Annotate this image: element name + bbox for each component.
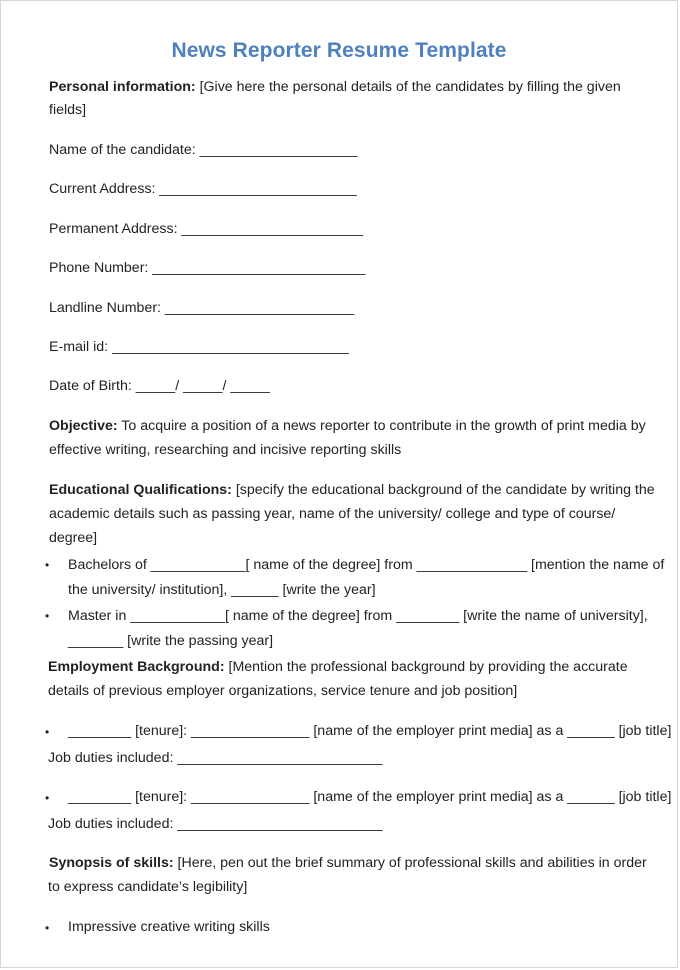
skills-text: [Here, pen out the brief summary of professional skills and abilities in order [173, 855, 647, 871]
bullet-icon: • [45, 791, 50, 805]
field-email: E-mail id: ______________________________ [49, 339, 349, 355]
objective-text: To acquire a position of a news reporter to contribute in the growth of print media by [117, 418, 646, 434]
skills-paragraph-line1 [49, 851, 647, 875]
employment-duties-1: Job duties included: __________________________ [48, 750, 383, 766]
education-item-master-line1: Master in ____________[ name of the degree] from ________ [write the name of university], [68, 608, 648, 624]
education-item-master-line2: _______ [write the passing year] [68, 633, 274, 649]
personal-info-heading: Personal information: [49, 79, 196, 95]
education-text: [specify the educational background of the candidate by writing the [231, 482, 655, 498]
bullet-icon: • [45, 609, 50, 623]
education-item-bachelors-line2: the university/ institution], ______ [write the year] [68, 582, 376, 598]
education-paragraph-line3: degree] [49, 530, 98, 546]
skills-paragraph-line2: to express candidate’s legibility] [48, 879, 248, 895]
bullet-icon: • [45, 558, 50, 572]
education-paragraph-line1 [49, 478, 655, 502]
employment-entry-1: ________ [tenure]: _______________ [name of the employer print media] as a ______ [job title] [68, 723, 672, 739]
personal-info-paragraph-line2: fields] [49, 102, 87, 118]
skills-heading: Synopsis of skills: [49, 855, 174, 871]
field-permanent-address: Permanent Address: _______________________ [49, 221, 363, 237]
objective-paragraph-line1 [49, 414, 646, 438]
personal-info-paragraph-line1 [49, 75, 621, 99]
field-landline-number: Landline Number: ________________________ [49, 300, 355, 316]
employment-entry-2: ________ [tenure]: _______________ [name of the employer print media] as a ______ [job title] [68, 789, 672, 805]
personal-info-text: [Give here the personal details of the candidates by filling the given [195, 79, 621, 95]
skills-item-1: Impressive creative writing skills [68, 919, 270, 935]
education-heading: Educational Qualifications: [49, 482, 232, 498]
employment-duties-2: Job duties included: __________________________ [48, 816, 383, 832]
employment-paragraph-line1 [48, 655, 628, 679]
employment-text: [Mention the professional background by providing the accurate [224, 659, 628, 675]
field-candidate-name: Name of the candidate: ____________________ [49, 142, 358, 158]
field-date-of-birth: Date of Birth: _____/ _____/ _____ [49, 378, 270, 394]
objective-heading: Objective: [49, 418, 118, 434]
field-phone-number: Phone Number: ___________________________ [49, 260, 366, 276]
employment-heading: Employment Background: [48, 659, 225, 675]
employment-paragraph-line2: details of previous employer organizations, service tenure and job position] [48, 683, 518, 699]
bullet-icon: • [45, 725, 50, 739]
education-paragraph-line2: academic details such as passing year, name of the university/ college and type of course/ [49, 506, 616, 522]
page-title: News Reporter Resume Template [171, 39, 507, 62]
education-item-bachelors-line1: Bachelors of ____________[ name of the degree] from ______________ [mention the name of [68, 557, 665, 573]
field-current-address: Current Address: _________________________ [49, 181, 357, 197]
bullet-icon: • [45, 921, 50, 935]
objective-paragraph-line2: effective writing, researching and incisive reporting skills [49, 442, 402, 458]
